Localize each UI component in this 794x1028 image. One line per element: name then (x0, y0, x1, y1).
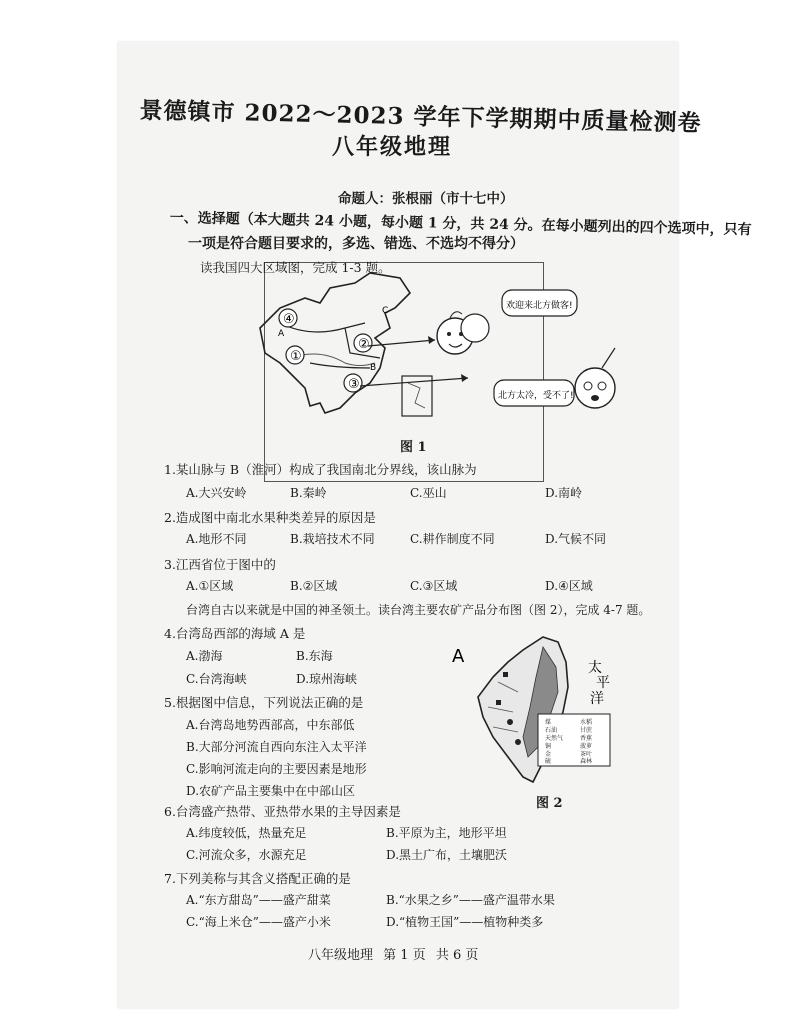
legend-forest: 森林 (580, 758, 593, 765)
legend-tea: 茶叶 (580, 751, 593, 758)
q4-option-b: B.东海 (296, 649, 333, 663)
q2-option-c: C.耕作制度不同 (410, 532, 495, 546)
q5-option-b: B.大部分河流自西向东注入太平洋 (186, 740, 367, 754)
q5-option-a: A.台湾岛地势西部高，中东部低 (186, 718, 355, 732)
section-heading-line2: 一项是符合题目要求的，多选、错选、不选均不得分） (188, 236, 524, 252)
legend-gold: 金 (545, 751, 552, 758)
legend-coal: 煤 (545, 719, 552, 726)
footer-total: 共 6 页 (435, 948, 479, 963)
fig2-intro: 台湾自古以来就是中国的神圣领土。读台湾主要农矿产品分布图（图 2），完成 4-7 题。 (186, 603, 651, 617)
q5-option-d: D.农矿产品主要集中在中部山区 (186, 784, 356, 798)
q7-option-c: C.“海上米仓”——盛产小米 (186, 915, 331, 929)
legend-pineapple: 菠萝 (580, 743, 593, 750)
q5-option-c: C.影响河流走向的主要因素是地形 (186, 762, 367, 776)
exam-title: 景德镇市 2022～2023 学年下学期期中质量检测卷 (139, 96, 702, 137)
figure-2-label: 图 2 (536, 796, 563, 811)
fig1-intro: 读我国四大区域图，完成 1-3 题。 (200, 260, 391, 275)
page-footer (308, 944, 484, 963)
q2-option-b: B.栽培技术不同 (290, 532, 375, 546)
q3-option-b: B.②区域 (290, 579, 338, 593)
bubble-north-text: 欢迎来北方做客! (506, 301, 573, 311)
china-regions-map (250, 268, 620, 438)
question-4-stem: 4.台湾岛西部的海域 A 是 (164, 626, 306, 641)
legend-rice: 水稻 (580, 719, 593, 726)
ocean-label-1: 太 (588, 660, 602, 676)
question-2-stem: 2.造成图中南北水果种类差异的原因是 (164, 510, 376, 525)
exam-author: 命题人：张根丽（市十七中） (338, 191, 514, 207)
region-4-label: ④ (283, 312, 295, 327)
sea-a-label: A (452, 646, 465, 667)
letter-b: B (370, 363, 377, 373)
taiwan-products-map (448, 632, 618, 792)
arrow-south (360, 378, 468, 386)
section-heading-line1: 一、选择题（本大题共 24 小题，每小题 1 分，共 24 分。在每小题列出的四个选项中，只有 (169, 209, 752, 239)
q1-option-b: B.秦岭 (290, 486, 327, 500)
ocean-label-3: 洋 (590, 691, 604, 707)
q6-option-d: D.黑土广布，土壤肥沃 (386, 848, 508, 862)
question-3-stem: 3.江西省位于图中的 (164, 557, 276, 572)
q4-option-c: C.台湾海峡 (186, 672, 247, 686)
bubble-south-text: 北方太冷，受不了! (498, 391, 574, 401)
legend-gas: 天然气 (545, 735, 564, 742)
legend-oil: 石油 (545, 727, 558, 734)
region-3-label: ③ (348, 377, 360, 392)
q1-option-d: D.南岭 (545, 486, 583, 500)
q1-option-a: A.大兴安岭 (186, 486, 247, 500)
q7-option-d: D.“植物王国”——植物种类多 (386, 915, 544, 929)
letter-a: A (278, 329, 285, 339)
q3-option-d: D.④区域 (545, 579, 593, 593)
question-7-stem: 7.下列美称与其含义搭配正确的是 (164, 871, 351, 886)
legend-banana: 香蕉 (580, 735, 593, 742)
question-6-stem: 6.台湾盛产热带、亚热带水果的主导因素是 (164, 804, 401, 819)
legend-sulfur: 硫 (545, 758, 552, 765)
q2-option-d: D.气候不同 (545, 532, 607, 546)
footer-subject: 八年级地理 (308, 948, 374, 963)
q4-option-d: D.琼州海峡 (296, 672, 358, 686)
q3-option-c: C.③区域 (410, 579, 458, 593)
ocean-label-2: 平 (596, 675, 610, 691)
exam-subtitle: 八年级地理 (332, 134, 453, 160)
q7-option-a: A.“东方甜岛”——盛产甜菜 (186, 893, 331, 907)
q4-option-a: A.渤海 (186, 649, 223, 663)
letter-c: C (382, 306, 389, 316)
coconut-character (575, 368, 615, 408)
region-2-label: ② (358, 337, 370, 352)
question-5-stem: 5.根据图中信息，下列说法正确的是 (164, 695, 364, 710)
footer-page: 第 1 页 (383, 948, 426, 963)
q3-option-a: A.①区域 (186, 579, 234, 593)
legend-copper: 铜 (545, 743, 552, 750)
q6-option-b: B.平原为主，地形平坦 (386, 826, 507, 840)
question-1-stem: 1.某山脉与 B（淮河）构成了我国南北分界线，该山脉为 (164, 462, 477, 477)
china-outline (260, 273, 410, 413)
region-1-label: ① (290, 349, 302, 364)
q7-option-b: B.“水果之乡”——盛产温带水果 (386, 893, 555, 907)
figure-1-label: 图 1 (400, 440, 427, 455)
q6-option-c: C.河流众多，水源充足 (186, 848, 307, 862)
q1-option-c: C.巫山 (410, 486, 447, 500)
legend-sugarcane: 甘蔗 (580, 727, 593, 734)
q6-option-a: A.纬度较低，热量充足 (186, 826, 307, 840)
q2-option-a: A.地形不同 (186, 532, 247, 546)
